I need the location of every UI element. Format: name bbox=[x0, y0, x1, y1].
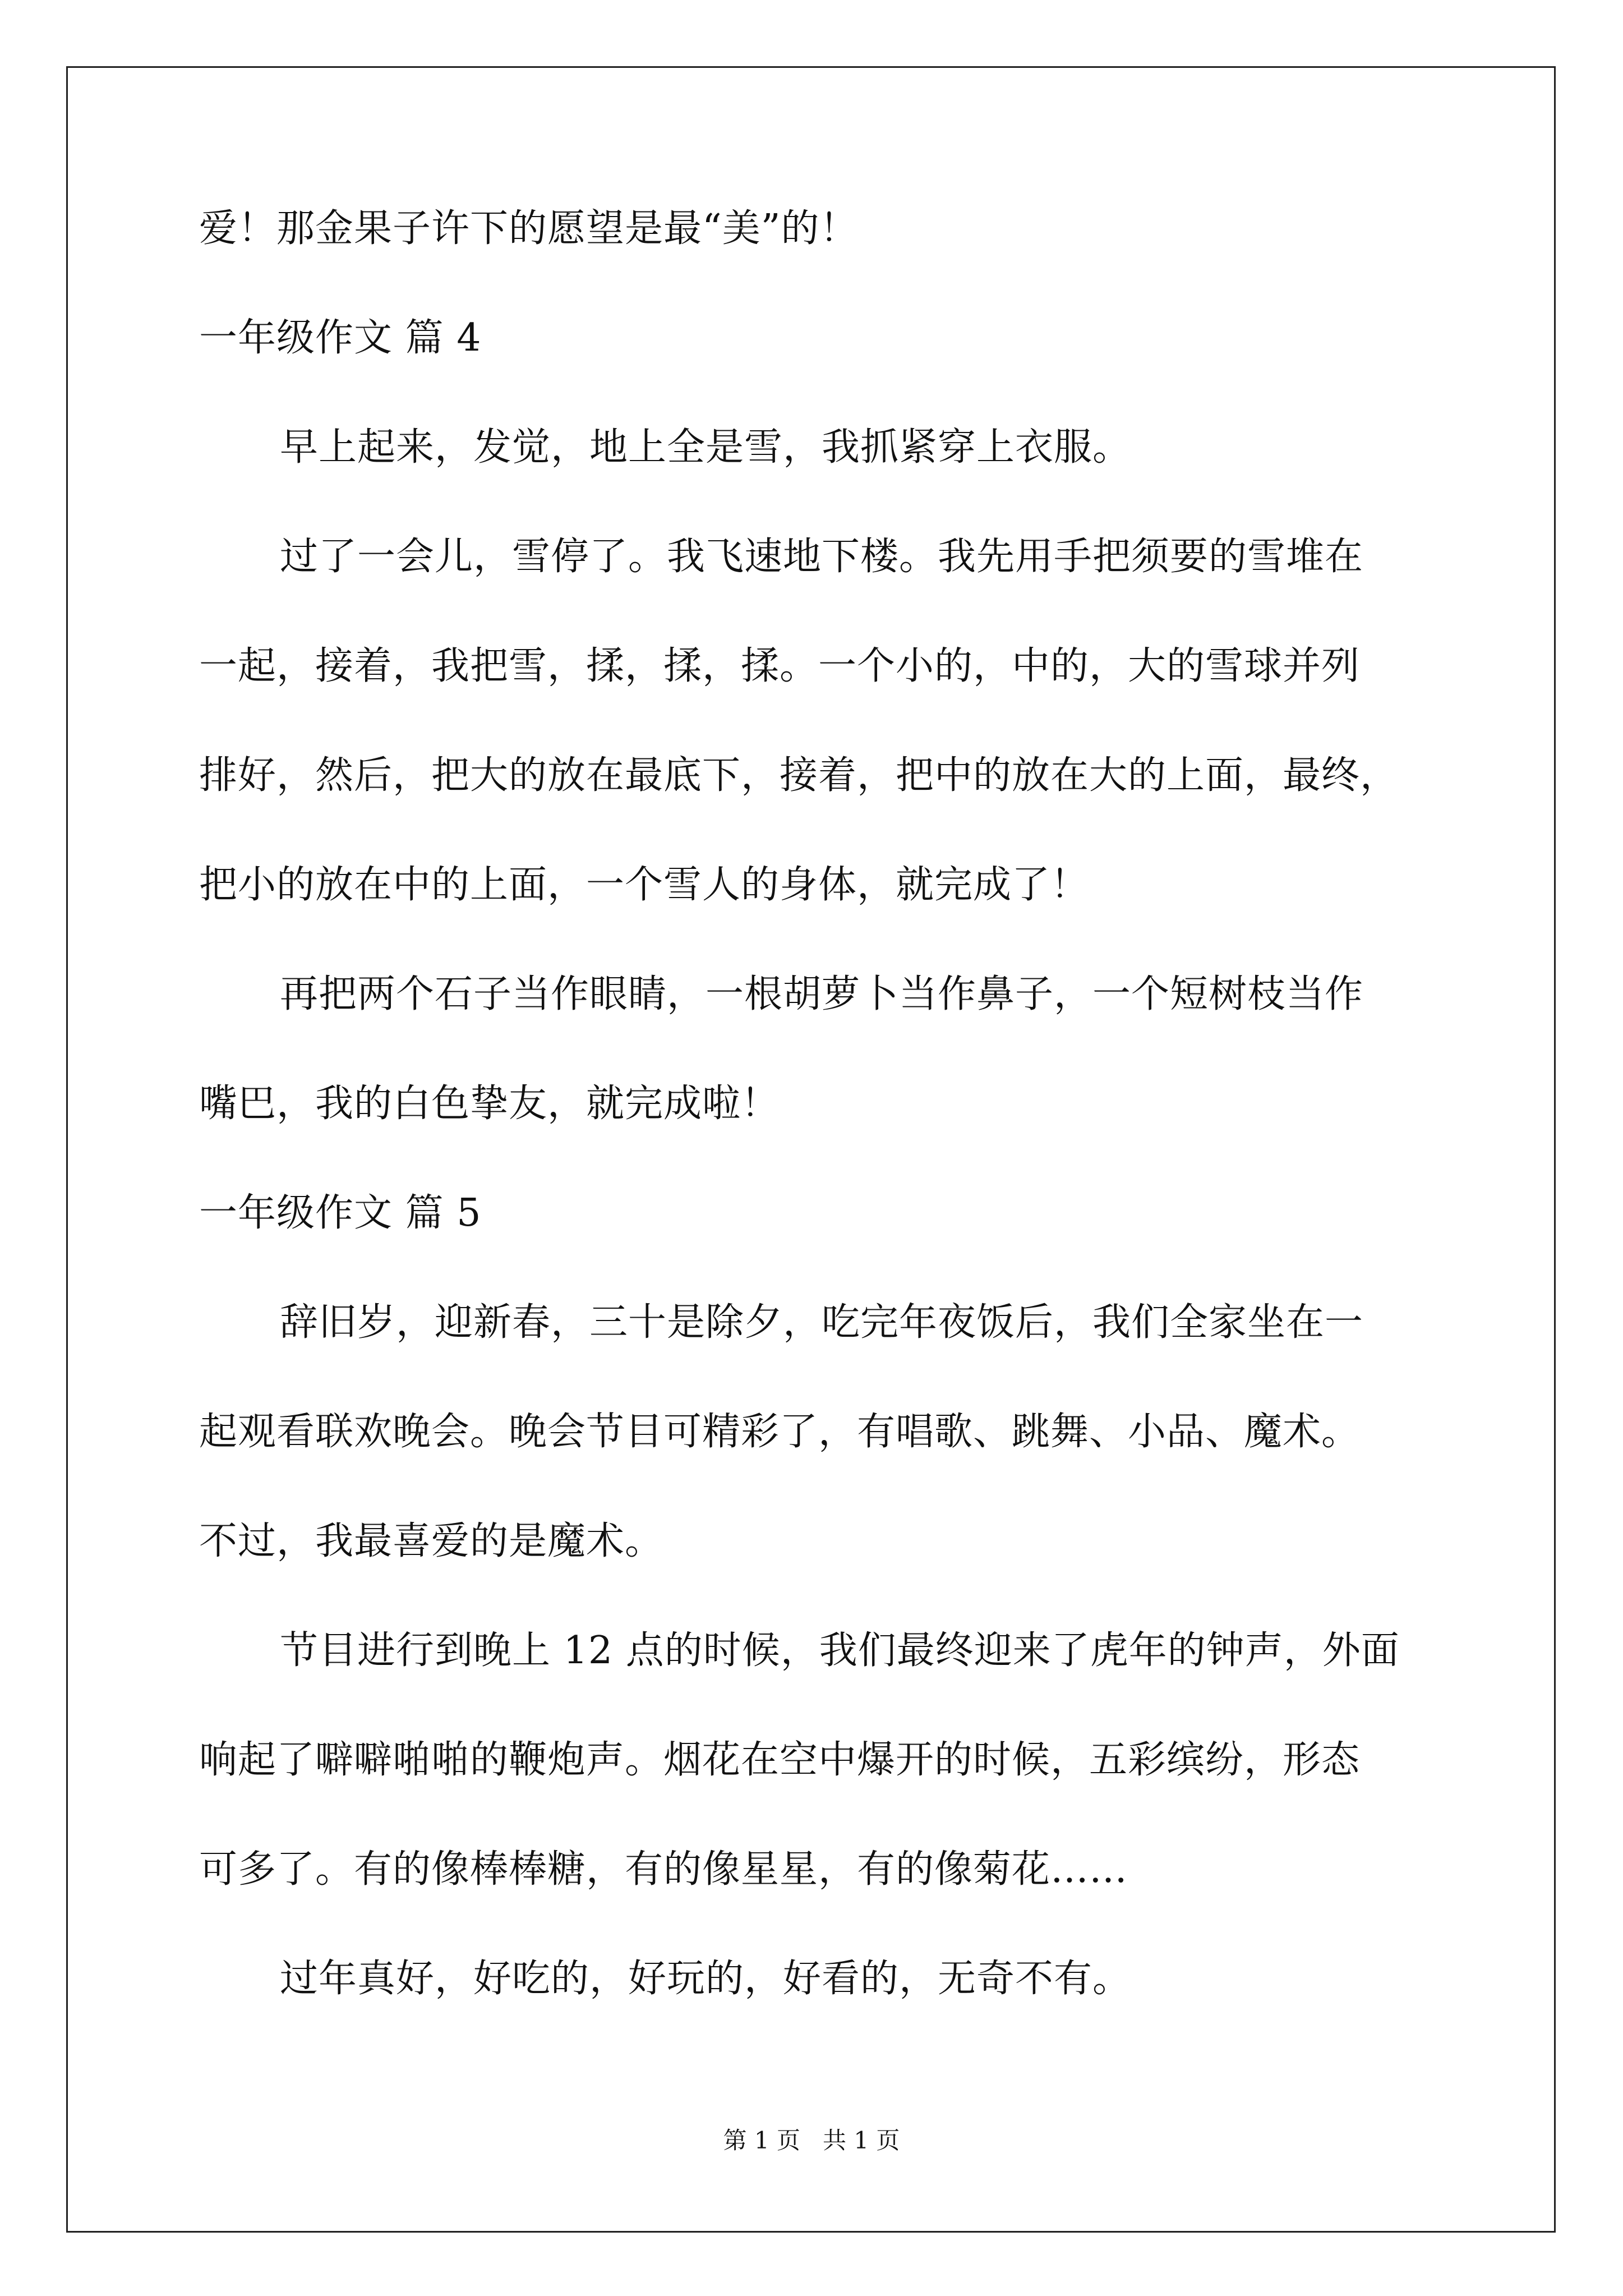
text-line: 响起了噼噼啪啪的鞭炮声。烟花在空中爆开的时候，五彩缤纷，形态 bbox=[199, 1738, 1361, 1782]
text-line: 把小的放在中的上面，一个雪人的身体，就完成了！ bbox=[199, 863, 1090, 907]
document-body bbox=[199, 202, 1455, 2006]
text-line: 一起，接着，我把雪，揉，揉，揉。一个小的，中的，大的雪球并列 bbox=[199, 644, 1361, 688]
paragraph-line: 再把两个石子当作眼睛，一根胡萝卜当作鼻子，一个短树枝当作 bbox=[280, 972, 1364, 1016]
page-footer bbox=[0, 2124, 1623, 2157]
section-heading: 一年级作文 篇 5 bbox=[199, 1191, 482, 1235]
paragraph-line: 过了一会儿，雪停了。我飞速地下楼。我先用手把须要的雪堆在 bbox=[280, 535, 1364, 579]
paragraph-line: 辞旧岁，迎新春，三十是除夕，吃完年夜饭后，我们全家坐在一 bbox=[280, 1300, 1364, 1345]
page-number: 第 1 页 bbox=[723, 2127, 800, 2154]
text-line: 排好，然后，把大的放在最底下，接着，把中的放在大的上面，最终， bbox=[199, 753, 1399, 798]
page-total: 共 1 页 bbox=[823, 2127, 900, 2154]
section-heading: 一年级作文 篇 4 bbox=[199, 316, 482, 360]
paragraph-line: 过年真好，好吃的，好玩的，好看的，无奇不有。 bbox=[280, 1957, 1132, 2001]
text-line: 可多了。有的像棒棒糖，有的像星星，有的像菊花…… bbox=[199, 1847, 1128, 1892]
text-line: 不过，我最喜爱的是魔术。 bbox=[199, 1519, 664, 1563]
paragraph-line: 早上起来，发觉，地上全是雪，我抓紧穿上衣服。 bbox=[280, 425, 1132, 470]
text-line: 嘴巴，我的白色挚友，就完成啦！ bbox=[199, 1082, 780, 1126]
text-line: 爱！那金果子许下的愿望是最“美”的！ bbox=[199, 206, 859, 251]
paragraph-line: 节目进行到晚上 12 点的时候，我们最终迎来了虎年的钟声，外面 bbox=[280, 1628, 1400, 1673]
text-line: 起观看联欢晚会。晚会节目可精彩了，有唱歌、跳舞、小品、魔术。 bbox=[199, 1410, 1361, 1454]
